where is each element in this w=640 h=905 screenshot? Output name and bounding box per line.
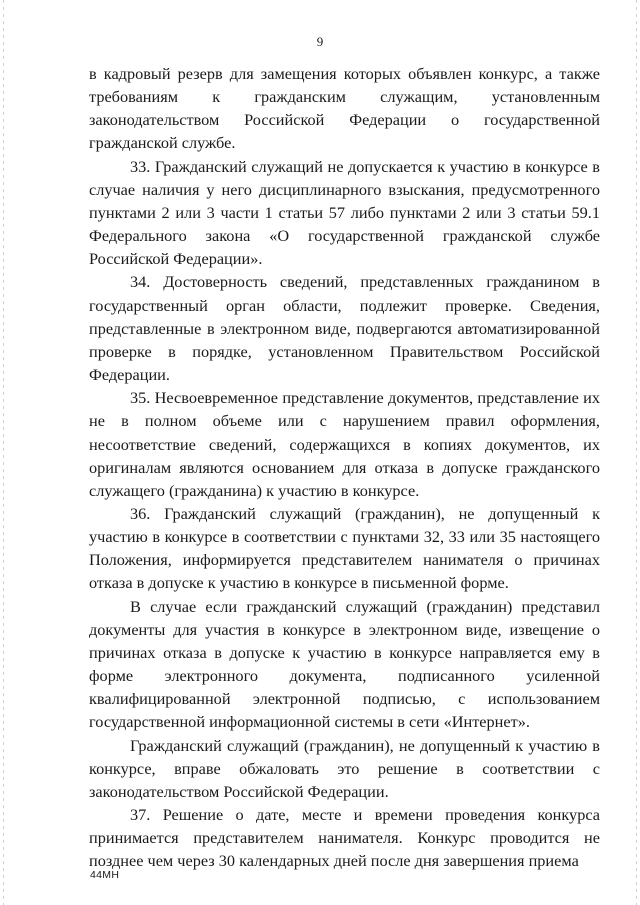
- document-body: [89, 62, 600, 872]
- paragraph-37: 37. Решение о дате, месте и времени проведения конкурса принимается представителем нанимателя. Конкурс проводится не позднее чем через 30 календарных дней после дня завершения приема: [89, 805, 600, 871]
- footer-document-code: 44МН: [90, 869, 120, 881]
- paragraph-34: 34. Достоверность сведений, представленных гражданином в государственный орган области, подлежит проверке. Сведения, представленные в электронном виде, подвергаются автоматизированной проверке в порядке, установленном Правительством Российской Федерации.: [89, 272, 600, 385]
- scan-edge-right: [636, 0, 637, 905]
- paragraph-33: 33. Гражданский служащий не допускается к участию в конкурсе в случае наличия у него дисциплинарного взыскания, предусмотренного пунктами 2 или 3 части 1 статьи 57 либо пунктами 2 или 3 статьи 59.1 Федерального закона «О государственной гражданской службе Российской Федерации».: [89, 156, 600, 269]
- paragraph-36: 36. Гражданский служащий (гражданин), не допущенный к участию в конкурсе в соответствии с пунктами 32, 33 или 35 настоящего Положения, информируется представителем нанимателя о причинах отказа в допуске к участию в конкурсе в письменной форме.: [89, 503, 600, 593]
- paragraph-continuation: в кадровый резерв для замещения которых объявлен конкурс, а также требованиям к гражданским служащим, установленным законодательством Российской Федерации о государственной гражданской службе.: [89, 64, 600, 153]
- paragraph-36-electronic-notice: В случае если гражданский служащий (гражданин) представил документы для участия в конкурсе в электронном виде, извещение о причинах отказа в допуске к участию в конкурсе направляется ему в форме электронного документа, подписанного усиленной квалифицированной электронной подписью, с использованием государственной информационной системы в сети «Интернет».: [89, 596, 600, 732]
- page-number: 9: [316, 34, 324, 49]
- paragraph-36-appeal: Гражданский служащий (гражданин), не допущенный к участию в конкурсе, вправе обжаловать это решение в соответствии с законодательством Российской Федерации.: [89, 735, 600, 801]
- paragraph-35: 35. Несвоевременное представление документов, представление их не в полном объеме или с нарушением правил оформления, несоответствие сведений, содержащихся в копиях документов, их оригиналам являются основанием для отказа в допуске гражданского служащего (гражданина) к участию в конкурсе.: [89, 388, 600, 500]
- scan-edge-left: [3, 0, 4, 905]
